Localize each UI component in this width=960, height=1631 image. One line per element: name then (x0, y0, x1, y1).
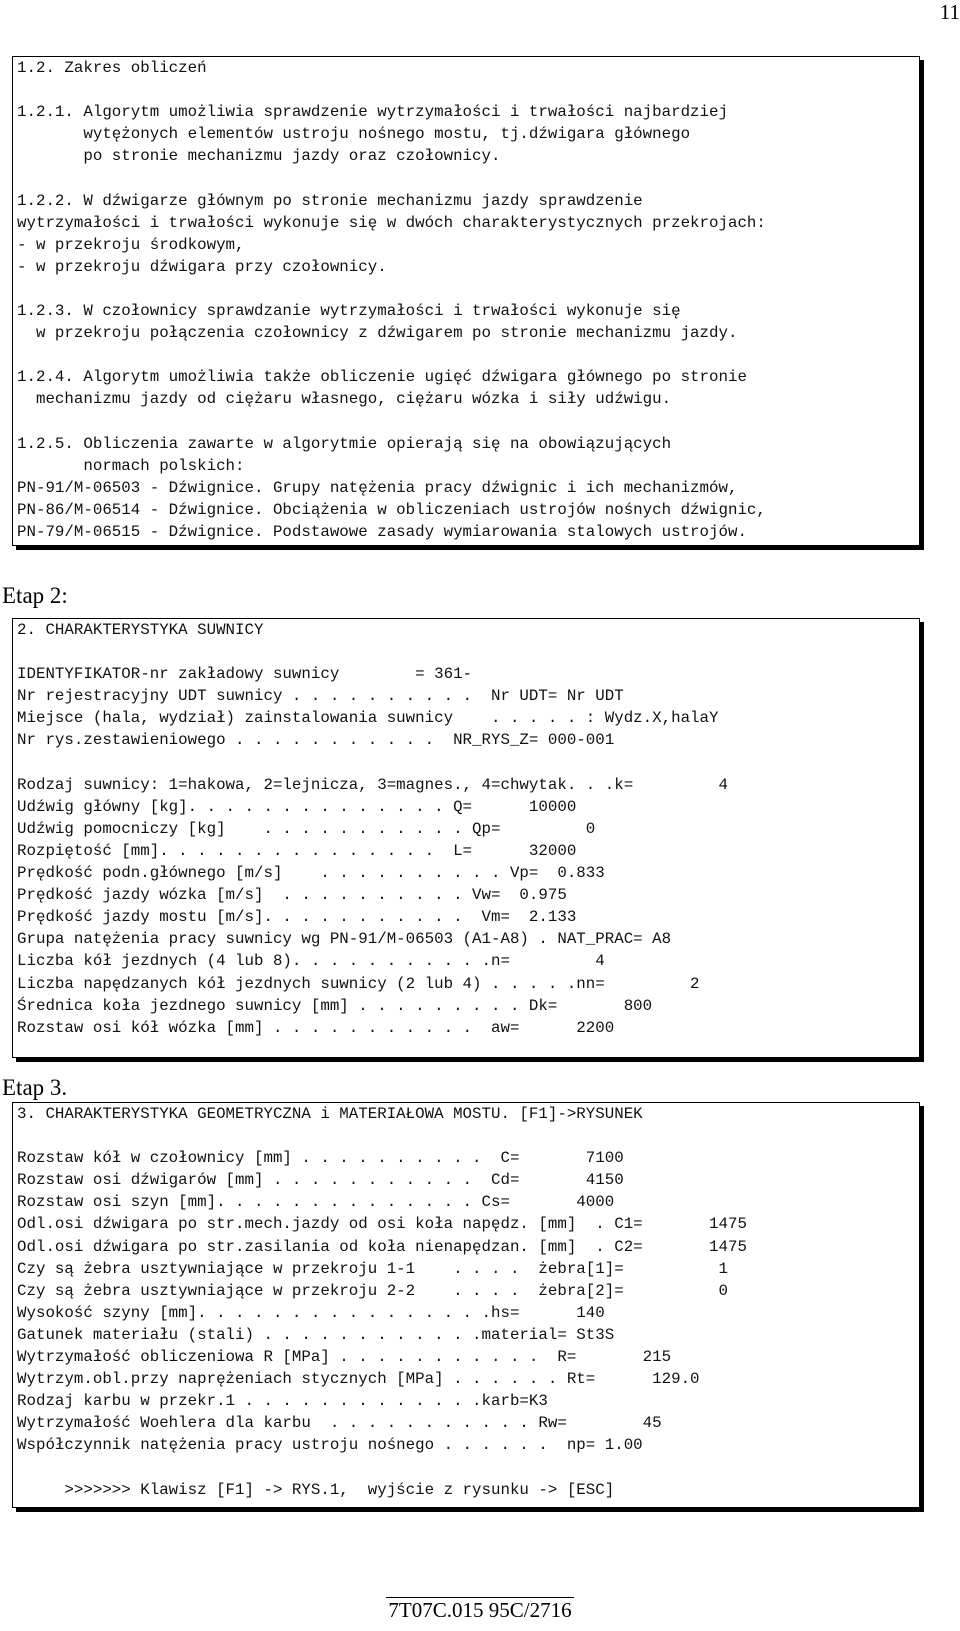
text-line: Prędkość podn.głównego [m/s] . . . . . . . . . . Vp= 0.833 (17, 864, 605, 883)
calculation-scope-screen (12, 56, 920, 546)
text-line: Rodzaj karbu w przekr.1 . . . . . . . . . . . . .karb=K3 (17, 1392, 548, 1411)
text-line: 1.2.2. W dźwigarze głównym po stronie mechanizmu jazdy sprawdzenie (17, 191, 643, 210)
text-line: Miejsce (hala, wydział) zainstalowania suwnicy . . . . . : Wydz.X,halaY (17, 709, 719, 728)
bridge-geometry-screen (12, 1102, 920, 1508)
text-line: wytrzymałości i trwałości wykonuje się w dwóch charakterystycznych przekrojach: (17, 213, 766, 232)
text-line: Wysokość szyny [mm]. . . . . . . . . . . . . . . .hs= 140 (17, 1303, 605, 1322)
text-line: - w przekroju środkowym, (17, 235, 245, 254)
text-line: Udźwig główny [kg]. . . . . . . . . . . . . . Q= 10000 (17, 797, 577, 816)
text-line: 1.2.1. Algorytm umożliwia sprawdzenie wytrzymałości i trwałości najbardziej (17, 103, 728, 122)
text-line: Czy są żebra usztywniające w przekroju 1-1 . . . . żebra[1]= 1 (17, 1259, 728, 1278)
page-number: 11 (939, 0, 960, 24)
stage-2-heading: Etap 2: (2, 583, 68, 608)
text-line: Czy są żebra usztywniające w przekroju 2-2 . . . . żebra[2]= 0 (17, 1281, 728, 1300)
text-line: Nr rejestracyjny UDT suwnicy . . . . . . . . . . Nr UDT= Nr UDT (17, 687, 624, 706)
text-line (17, 641, 919, 663)
text-line (17, 278, 919, 300)
text-line: Liczba napędzanych kół jezdnych suwnicy (2 lub 4) . . . . .nn= 2 (17, 974, 700, 993)
text-line: Rozstaw osi dźwigarów [mm] . . . . . . . . . . . Cd= 4150 (17, 1171, 624, 1190)
text-line (17, 344, 919, 366)
text-line: po stronie mechanizmu jazdy oraz czołownicy. (17, 147, 501, 166)
text-line (17, 1457, 919, 1479)
text-line: Współczynnik natężenia pracy ustroju nośnego . . . . . . np= 1.00 (17, 1436, 643, 1455)
text-line: Odl.osi dźwigara po str.zasilania od koła nienapędzan. [mm] . C2= 1475 (17, 1237, 747, 1256)
text-line: Odl.osi dźwigara po str.mech.jazdy od osi koła napędz. [mm] . C1= 1475 (17, 1215, 747, 1234)
text-line: 1.2. Zakres obliczeń (17, 59, 207, 77)
text-line: Średnica koła jezdnego suwnicy [mm] . . . . . . . . . Dk= 800 (17, 996, 653, 1015)
crane-characteristics-text (13, 619, 919, 1039)
text-line: 2. CHARAKTERYSTYKA SUWNICY (17, 621, 264, 639)
text-line: Wytrzymałość obliczeniowa R [MPa] . . . . . . . . . . . R= 215 (17, 1348, 672, 1367)
text-line: Rozstaw kół w czołownicy [mm] . . . . . . . . . . C= 7100 (17, 1149, 624, 1168)
calculation-scope-text (13, 57, 919, 543)
footer-code: 7T07C.015 95C/2716 (388, 1598, 572, 1622)
text-line: Gatunek materiału (stali) . . . . . . . . . . . .material= St3S (17, 1325, 615, 1344)
bridge-geometry-text (13, 1103, 919, 1501)
text-line (17, 752, 919, 774)
text-line: mechanizmu jazdy od ciężaru własnego, ciężaru wózka i siły udźwigu. (17, 390, 672, 409)
text-line: normach polskich: (17, 456, 245, 475)
text-line: 1.2.5. Obliczenia zawarte w algorytmie opierają się na obowiązujących (17, 434, 672, 453)
text-line (17, 1125, 919, 1147)
stage-3-heading: Etap 3. (2, 1075, 68, 1100)
text-line: Rozstaw osi kół wózka [mm] . . . . . . . . . . . aw= 2200 (17, 1018, 615, 1037)
text-line: >>>>>>> Klawisz [F1] -> RYS.1, wyjście z rysunku -> [ESC] (17, 1480, 615, 1499)
text-line: Rozstaw osi szyn [mm]. . . . . . . . . . . . . . Cs= 4000 (17, 1193, 615, 1212)
text-line: Prędkość jazdy mostu [m/s]. . . . . . . . . . . Vm= 2.133 (17, 908, 577, 927)
text-line: Wytrzymałość Woehlera dla karbu . . . . . . . . . . . Rw= 45 (17, 1414, 662, 1433)
text-line: - w przekroju dźwigara przy czołownicy. (17, 257, 387, 276)
crane-characteristics-screen (12, 618, 920, 1058)
text-line: IDENTYFIKATOR-nr zakładowy suwnicy = 361- (17, 665, 473, 684)
text-line: 3. CHARAKTERYSTYKA GEOMETRYCZNA i MATERIAŁOWA MOSTU. [F1]->RYSUNEK (17, 1105, 643, 1123)
text-line: 1.2.4. Algorytm umożliwia także obliczenie ugięć dźwigara głównego po stronie (17, 368, 747, 387)
text-line: w przekroju połączenia czołownicy z dźwigarem po stronie mechanizmu jazdy. (17, 324, 738, 343)
text-line (17, 411, 919, 433)
text-line: 1.2.3. W czołownicy sprawdzanie wytrzymałości i trwałości wykonuje się (17, 302, 681, 321)
text-line: PN-86/M-06514 - Dźwignice. Obciążenia w obliczeniach ustrojów nośnych dźwignic, (17, 500, 766, 519)
footer (0, 1598, 960, 1623)
text-line: Liczba kół jezdnych (4 lub 8). . . . . . . . . . .n= 4 (17, 952, 605, 971)
text-line: Rodzaj suwnicy: 1=hakowa, 2=lejnicza, 3=magnes., 4=chwytak. . .k= 4 (17, 775, 728, 794)
text-line: Prędkość jazdy wózka [m/s] . . . . . . . . . . Vw= 0.975 (17, 886, 567, 905)
text-line: Rozpiętość [mm]. . . . . . . . . . . . . . . L= 32000 (17, 841, 577, 860)
text-line (17, 79, 919, 101)
text-line: Grupa natężenia pracy suwnicy wg PN-91/M-06503 (A1-A8) . NAT_PRAC= A8 (17, 930, 672, 949)
text-line: Nr rys.zestawieniowego . . . . . . . . . . . NR_RYS_Z= 000-001 (17, 731, 615, 750)
text-line: PN-79/M-06515 - Dźwignice. Podstawowe zasady wymiarowania stalowych ustrojów. (17, 522, 747, 541)
text-line: wytężonych elementów ustroju nośnego mostu, tj.dźwigara głównego (17, 125, 691, 144)
text-line (17, 167, 919, 189)
text-line: Wytrzym.obl.przy naprężeniach stycznych [MPa] . . . . . . Rt= 129.0 (17, 1370, 700, 1389)
text-line: Udźwig pomocniczy [kg] . . . . . . . . . . . Qp= 0 (17, 819, 596, 838)
text-line: PN-91/M-06503 - Dźwignice. Grupy natężenia pracy dźwignic i ich mechanizmów, (17, 478, 738, 497)
